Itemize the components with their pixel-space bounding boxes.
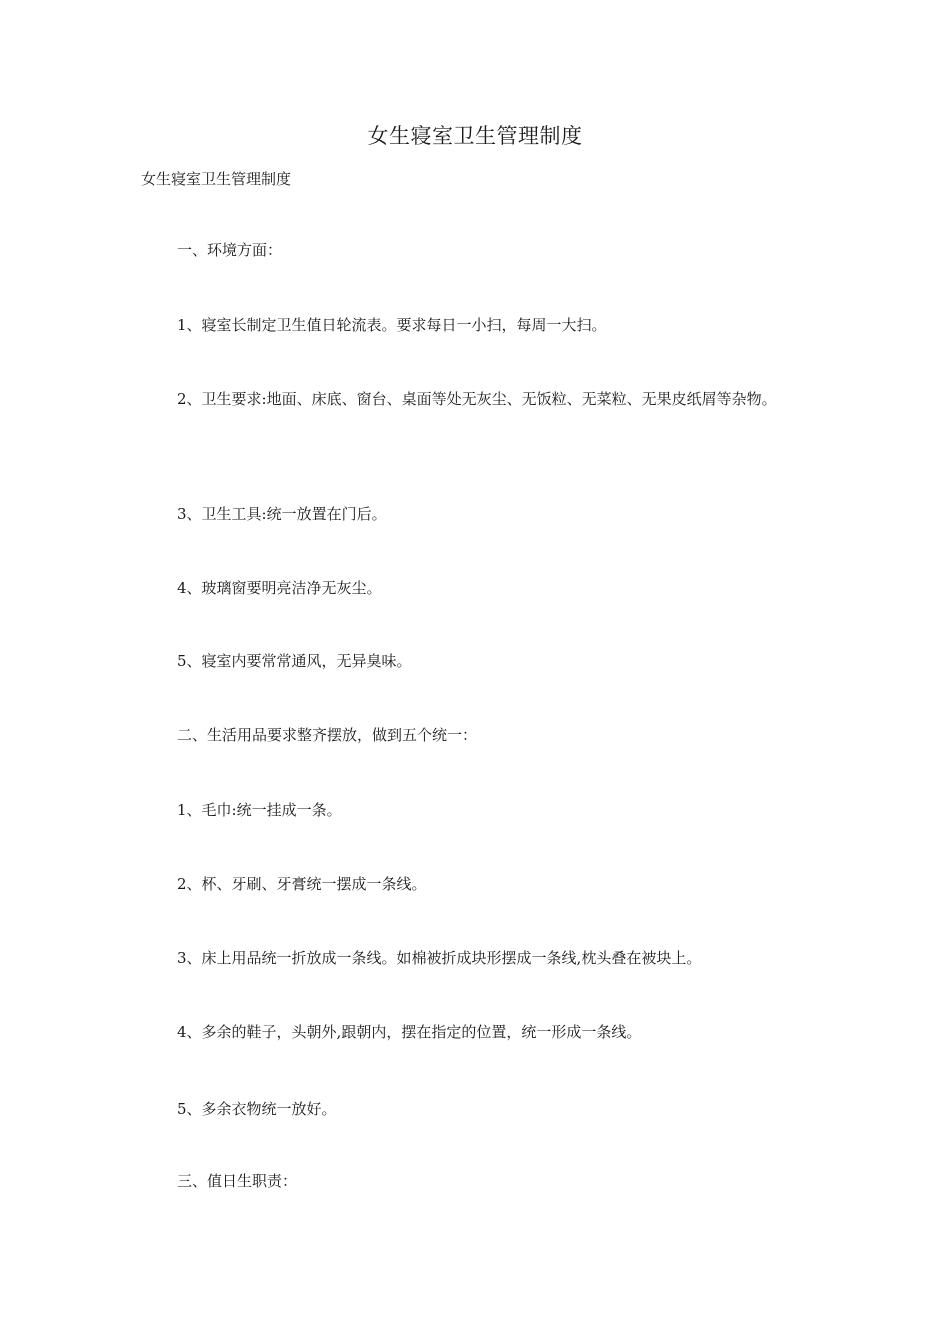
paragraph: 1、毛巾:统一挂成一条。 [177,801,342,819]
document-subtitle: 女生寝室卫生管理制度 [141,170,292,188]
paragraph: 2、卫生要求:地面、床底、窗台、桌面等处无灰尘、无饭粒、无菜粒、无果皮纸屑等杂物。 [177,390,777,408]
paragraph: 三、值日生职责： [177,1172,298,1190]
paragraph: 二、生活用品要求整齐摆放，做到五个统一： [177,726,478,744]
paragraph: 4、多余的鞋子，头朝外,跟朝内，摆在指定的位置，统一形成一条线。 [177,1023,642,1041]
paragraph: 3、床上用品统一折放成一条线。如棉被折成块形摆成一条线,枕头叠在被块上。 [177,949,702,967]
paragraph: 3、卫生工具:统一放置在门后。 [177,505,387,523]
document-title: 女生寝室卫生管理制度 [367,124,583,148]
paragraph: 2、杯、牙刷、牙膏统一摆成一条线。 [177,875,427,893]
paragraph: 1、寝室长制定卫生值日轮流表。要求每日一小扫，每周一大扫。 [177,316,607,334]
paragraph: 5、寝室内要常常通风，无异臭味。 [177,652,412,670]
paragraph: 5、多余衣物统一放好。 [177,1100,337,1118]
paragraph: 一、环境方面： [177,241,283,259]
paragraph: 4、玻璃窗要明亮洁净无灰尘。 [177,579,382,597]
